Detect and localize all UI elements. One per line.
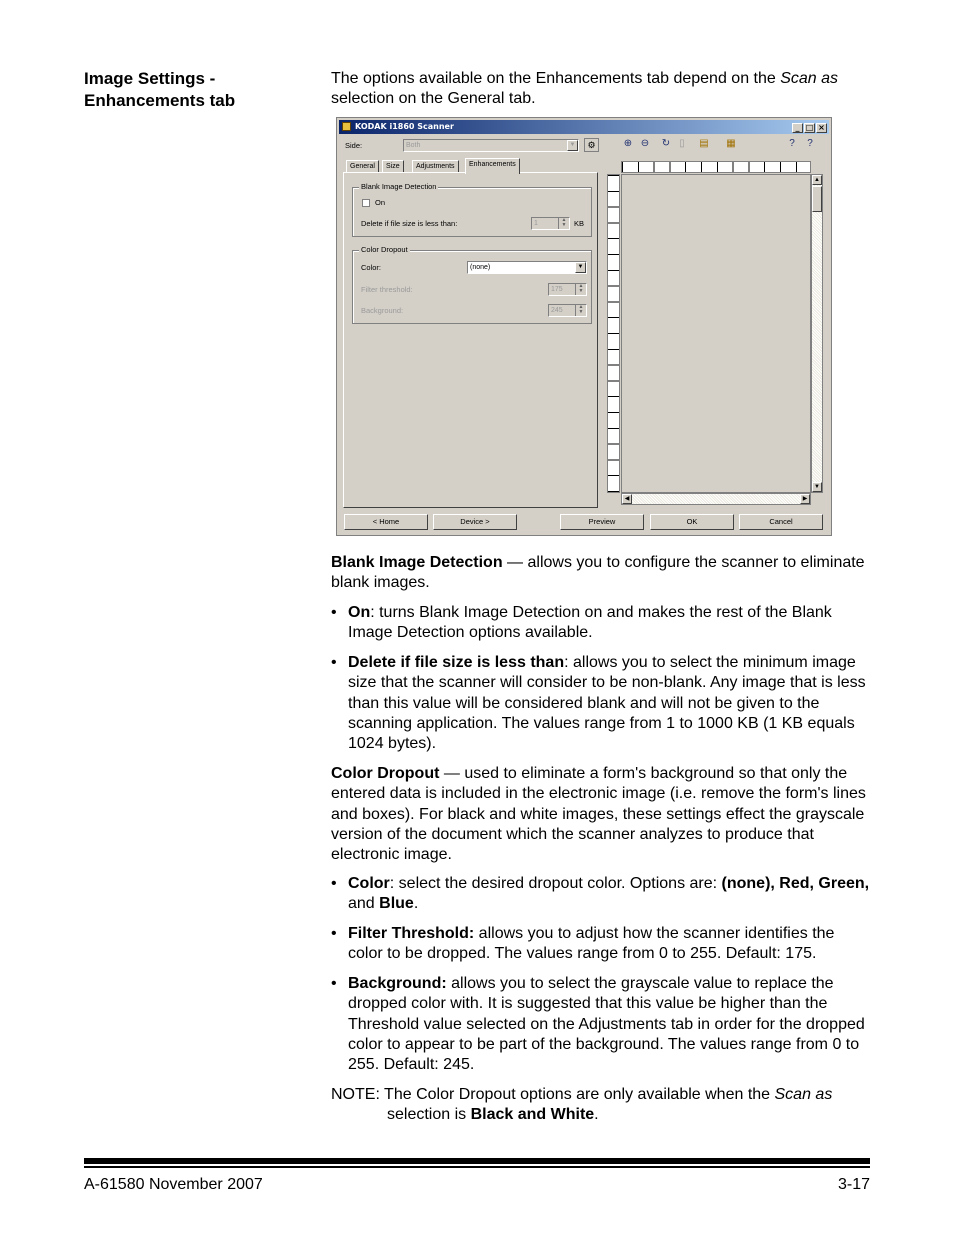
list-item	[331, 874, 871, 915]
bullet-icon: •	[331, 975, 337, 992]
side-select[interactable]	[403, 139, 579, 152]
bullet-icon: •	[331, 925, 337, 942]
spinner-arrows-icon: ▲ ▼	[558, 218, 569, 229]
layout-icon[interactable]: ▤	[699, 138, 709, 149]
dialog-title: KODAK i1860 Scanner	[355, 122, 454, 131]
device-button[interactable]: Device >	[433, 514, 517, 530]
bullet-term: Color	[348, 875, 390, 892]
scroll-left-icon[interactable]: ◀	[622, 494, 632, 504]
footer-rule-thin	[84, 1166, 870, 1168]
delete-size-label: Delete if file size is less than:	[361, 219, 458, 228]
horizontal-scrollbar[interactable]	[621, 493, 811, 505]
bullet-icon: •	[331, 654, 337, 671]
bullet-icon: •	[331, 604, 337, 621]
blank-detection-paragraph	[331, 553, 871, 594]
horizontal-ruler	[621, 161, 811, 173]
section-heading	[84, 68, 314, 112]
page-number: 3-17	[837, 1176, 870, 1193]
rotate-icon[interactable]: ↻	[661, 138, 671, 149]
footer-doc-id: A-61580 November 2007	[84, 1176, 263, 1193]
background-spinner[interactable]	[548, 304, 587, 317]
spinner-arrows-icon: ▲ ▼	[575, 284, 586, 295]
note-end: .	[594, 1106, 599, 1124]
filter-threshold-value: 175	[551, 286, 563, 293]
grid-icon[interactable]: ▦	[726, 138, 736, 149]
bullet-term: Background:	[348, 975, 447, 992]
heading-line-2: Enhancements tab	[84, 91, 236, 110]
preview-button[interactable]: Preview	[560, 514, 644, 530]
tab-size[interactable]: Size	[382, 160, 404, 173]
scroll-right-icon[interactable]: ▶	[800, 494, 810, 504]
bullet-icon: •	[331, 875, 337, 892]
dropout-group-title: Color Dropout	[361, 245, 408, 254]
dialog-titlebar	[339, 120, 829, 134]
chevron-down-icon: ▼	[575, 262, 586, 273]
color-dropout-paragraph	[331, 764, 871, 865]
bullet-text: allows you to adjust how the scanner identifies the color to be dropped. The values range from 0 to 255. Default: 175.	[348, 925, 835, 963]
bullet-term: Filter Threshold:	[348, 925, 475, 942]
delete-size-spinner[interactable]	[531, 217, 570, 230]
color-select[interactable]	[467, 261, 587, 274]
color-select-value: (none)	[470, 264, 491, 271]
bullet-term: Delete if file size is less than	[348, 654, 565, 671]
intro-text-1: The options available on the Enhancements tab depend on the	[331, 70, 781, 87]
scanner-app-icon	[342, 122, 351, 131]
scroll-up-icon[interactable]: ▲	[812, 175, 822, 185]
list-item	[331, 924, 871, 965]
footer-rule	[84, 1158, 870, 1164]
filter-threshold-label: Filter threshold:	[361, 285, 413, 294]
vertical-ruler	[607, 174, 620, 493]
zoom-out-icon[interactable]: ⊖	[640, 138, 650, 149]
close-button[interactable]: ×	[816, 123, 827, 133]
delete-size-value: 1	[534, 220, 538, 227]
blank-detection-text: — allows you to configure the scanner to eliminate blank images.	[331, 554, 865, 592]
tab-general[interactable]: General	[346, 160, 379, 173]
color-dropout-term: Color Dropout	[331, 765, 440, 782]
help-icon[interactable]: ?	[807, 138, 813, 149]
tab-enhancements[interactable]: Enhancements	[465, 158, 520, 174]
list-item	[331, 603, 871, 644]
background-label: Background:	[361, 306, 404, 315]
bullet-term: On	[348, 604, 371, 621]
home-button[interactable]: < Home	[344, 514, 428, 530]
spinner-arrows-icon: ▲ ▼	[575, 305, 586, 316]
note-scan-as: Scan as	[774, 1086, 833, 1103]
list-item	[331, 974, 871, 1075]
bullet-text: : allows you to select the minimum image size that the scanner will consider to be non-blank. Any image that is less than this value will be considered blank and will not be given to the scanning application. The values range from 1 to 1000 KB (1 KB equals 1024 bytes).	[348, 654, 866, 753]
intro-scan-as: Scan as	[780, 70, 839, 87]
maximize-button[interactable]: □	[805, 123, 814, 132]
side-select-value: Both	[406, 142, 421, 149]
filter-threshold-spinner[interactable]	[548, 283, 587, 296]
vertical-scrollbar[interactable]	[811, 174, 823, 493]
context-help-icon[interactable]: ?	[789, 138, 795, 149]
note-bw: Black and White	[470, 1106, 595, 1124]
preview-area	[621, 174, 811, 493]
cancel-button[interactable]: Cancel	[739, 514, 823, 530]
kb-label: KB	[574, 219, 585, 228]
blank-group-title: Blank Image Detection	[361, 182, 437, 191]
note-text-2: selection is	[387, 1106, 471, 1124]
period: .	[413, 895, 419, 913]
zoom-in-icon[interactable]: ⊕	[623, 138, 633, 149]
bullet-text: allows you to select the grayscale value to replace the dropped color with. It is suggested that this value be higher than the Threshold value selected on the Adjustments tab in order for the dropped color to appear to be part of the background. The values range from 0 to 255. Default: 245.	[348, 975, 865, 1074]
color-label: Color:	[361, 263, 382, 272]
side-label: Side:	[345, 141, 363, 150]
background-value: 245	[551, 307, 563, 314]
minimize-button[interactable]: _	[792, 123, 803, 133]
bullet-text: : turns Blank Image Detection on and makes the rest of the Blank Image Detection options available.	[348, 604, 832, 642]
scroll-down-icon[interactable]: ▼	[812, 482, 822, 492]
note-text-1: NOTE: The Color Dropout options are only available when the	[331, 1086, 775, 1103]
color-options: (none), Red, Green,	[721, 875, 870, 892]
chevron-down-icon: ▼	[567, 140, 578, 151]
tab-adjustments[interactable]: Adjustments	[412, 160, 459, 173]
on-label: On	[375, 198, 386, 207]
heading-line-1: Image Settings -	[84, 69, 216, 88]
setup-icon[interactable]: ⚙	[584, 138, 599, 152]
ok-button[interactable]: OK	[650, 514, 734, 530]
on-checkbox[interactable]	[362, 199, 370, 207]
color-dropout-text: — used to eliminate a form's background so that only the entered data is included in the electronic image (i.e. remove the form's lines and boxes). For black and white images, these settings effect the grayscale version of the document which the scanner analyzes to produce that electronic image.	[331, 765, 866, 864]
blank-detection-term: Blank Image Detection	[331, 554, 503, 571]
intro-paragraph	[331, 69, 871, 110]
bullet-text: : select the desired dropout color. Options are:	[389, 875, 722, 892]
list-item	[331, 653, 871, 754]
scroll-thumb[interactable]	[812, 186, 822, 212]
and-text: and	[348, 895, 380, 913]
note-paragraph	[331, 1085, 871, 1126]
intro-text-2: selection on the General tab.	[331, 90, 536, 108]
page-icon[interactable]: ▯	[679, 138, 685, 149]
blue-option: Blue	[379, 895, 414, 913]
